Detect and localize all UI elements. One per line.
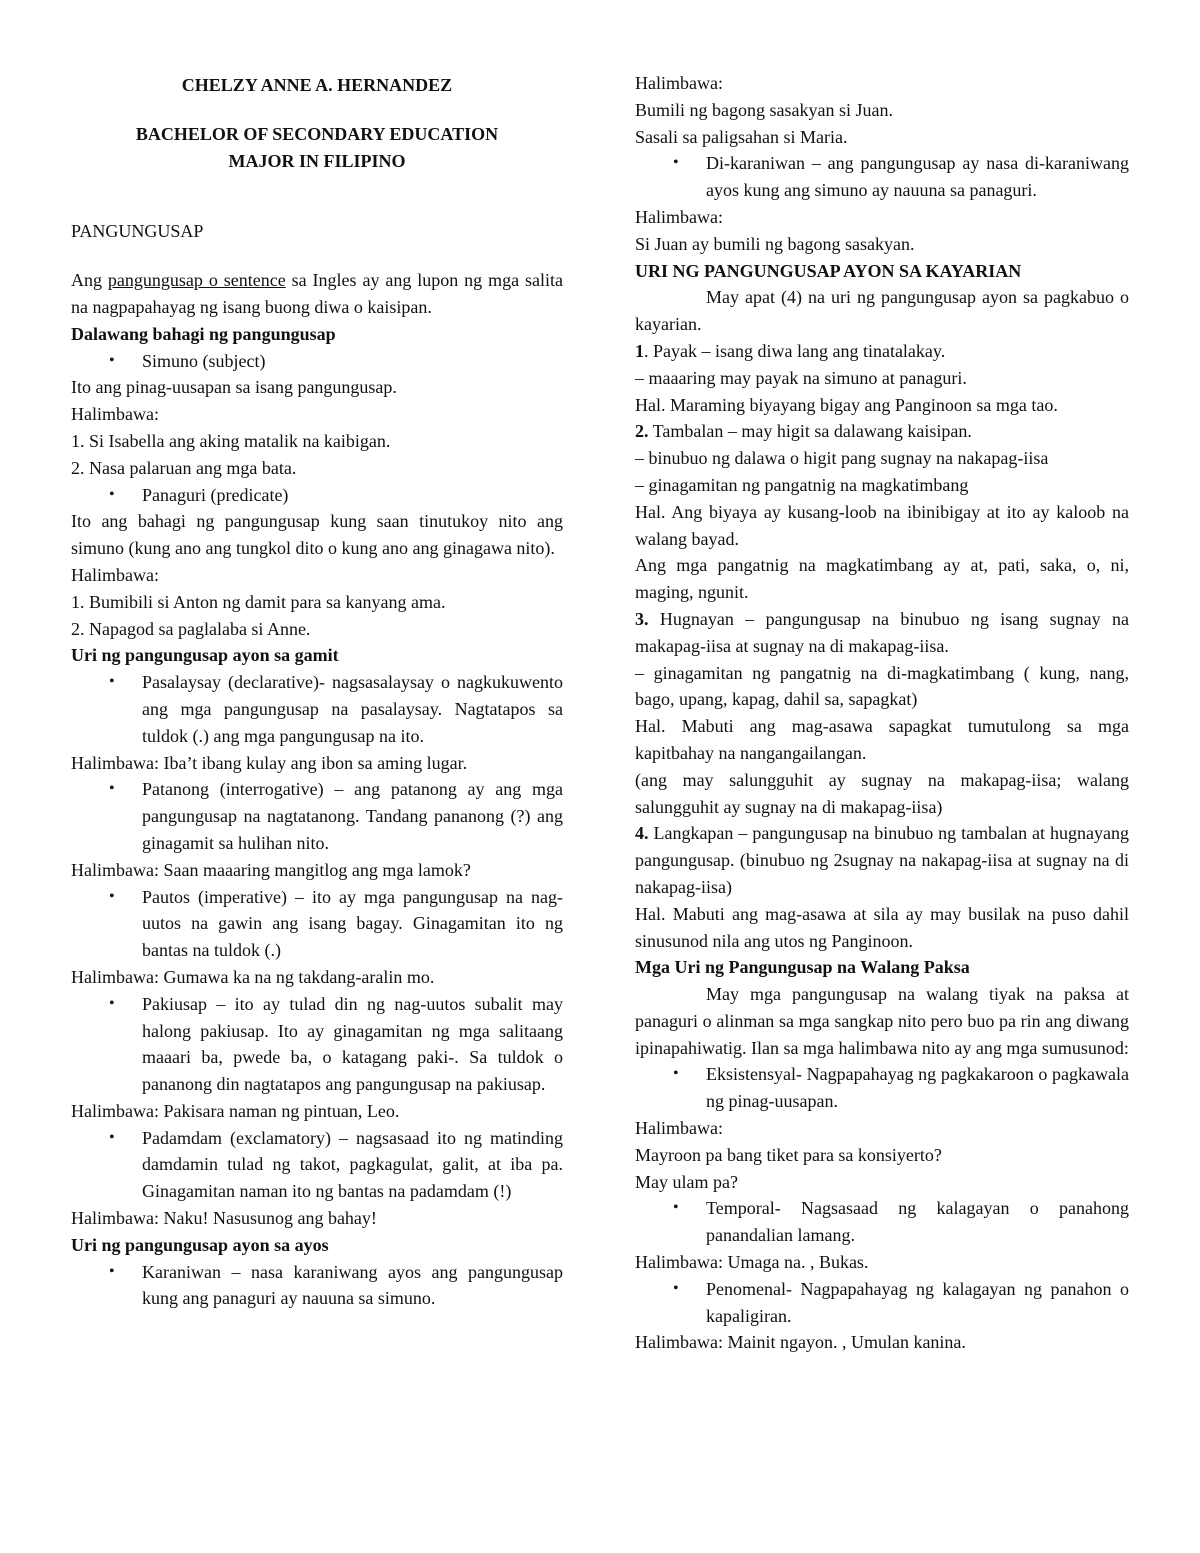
langkapan-item bbox=[635, 820, 1129, 900]
patanong-text: Patanong (interrogative) – ang patanong ay ang mga pangungusap na nagtatanong. Tandang pananong (?) ang ginagamit sa hulihan nito. bbox=[142, 779, 563, 853]
pasalaysay-example: Halimbawa: Iba’t ibang kulay ang ibon sa aming lugar. bbox=[71, 752, 468, 773]
hugnayan-number: 3. bbox=[635, 608, 649, 629]
bullet-icon: • bbox=[109, 1128, 115, 1146]
patanong-bullet bbox=[71, 776, 563, 856]
halimbawa-label: Halimbawa: bbox=[635, 206, 723, 227]
hugnayan-text: Hugnayan – pangungusap na binubuo ng isang sugnay na makapag-iisa at sugnay na di makapag-iisa. bbox=[635, 608, 1129, 656]
intro-paragraph bbox=[71, 267, 563, 321]
walang-paksa-intro: May mga pangungusap na walang tiyak na paksa at panaguri o alinman sa mga sangkap nito pero buo pa rin ang diwang ipinapahiwatig. Ilan sa mga halimbawa nito ay ang mga sumusunod: bbox=[635, 984, 1129, 1058]
bullet-icon: • bbox=[673, 1279, 679, 1297]
langkapan-number: 4. bbox=[635, 823, 649, 844]
dikaraniwan-example: Si Juan ay bumili ng bagong sasakyan. bbox=[635, 233, 915, 254]
penomenal-text: Penomenal- Nagpapahayag ng kalagayan ng panahon o kapaligiran. bbox=[706, 1278, 1129, 1326]
panaguri-desc: Ito ang bahagi ng pangungusap kung saan tinutukoy nito ang simuno (kung ano ang tungkol dito o kung ano ang ginagawa nito). bbox=[71, 511, 563, 559]
intro-underlined: pangungusap o sentence bbox=[107, 270, 286, 291]
langkapan-hal: Hal. Mabuti ang mag-asawa at sila ay may busilak na puso dahil sinusunod nila ang utos ng Panginoon. bbox=[635, 903, 1129, 951]
left-column bbox=[71, 72, 563, 1312]
panaguri-bullet-text: Panaguri (predicate) bbox=[142, 484, 289, 505]
bullet-icon: • bbox=[673, 1199, 679, 1217]
payak-hal: Hal. Maraming biyayang bigay ang Panginoon sa mga tao. bbox=[635, 394, 1058, 415]
bullet-icon: • bbox=[109, 1262, 115, 1280]
bullet-icon: • bbox=[109, 673, 115, 691]
tambalan-note-1: – binubuo ng dalawa o higit pang sugnay na nakapag-iisa bbox=[635, 448, 1049, 469]
tambalan-pangatnig: Ang mga pangatnig na magkatimbang ay at, pati, saka, o, ni, maging, ngunit. bbox=[635, 555, 1129, 603]
temporal-text: Temporal- Nagsasaad ng kalagayan o panahong panandalian lamang. bbox=[706, 1198, 1129, 1246]
karaniwan-example-2: Sasali sa paligsahan si Maria. bbox=[635, 126, 848, 147]
simuno-desc: Ito ang pinag-uusapan sa isang pangungusap. bbox=[71, 377, 397, 398]
padamdam-bullet bbox=[71, 1125, 563, 1205]
ayos-heading: Uri ng pangungusap ayon sa ayos bbox=[71, 1234, 329, 1255]
patanong-example: Halimbawa: Saan maaaring mangitlog ang mga lamok? bbox=[71, 859, 471, 880]
karaniwan-example-1: Bumili ng bagong sasakyan si Juan. bbox=[635, 99, 893, 120]
tambalan-text: Tambalan – may higit sa dalawang kaisipan. bbox=[648, 421, 972, 442]
pasalaysay-bullet bbox=[71, 669, 563, 749]
dikaraniwan-text: Di-karaniwan – ang pangungusap ay nasa di-karaniwang ayos kung ang simuno ay nauuna sa panaguri. bbox=[706, 153, 1129, 201]
tambalan-number: 2. bbox=[635, 421, 649, 442]
langkapan-text: Langkapan – pangungusap na binubuo ng tambalan at hugnayang pangungusap. (binubuo ng 2sugnay na nakapag-iisa at sugnay na di nakapag-iisa) bbox=[635, 823, 1129, 897]
gamit-heading: Uri ng pangungusap ayon sa gamit bbox=[71, 645, 339, 666]
section-title: PANGUNGUSAP bbox=[71, 221, 204, 242]
simuno-bullet bbox=[71, 348, 563, 375]
simuno-example-1: 1. Si Isabella ang aking matalik na kaibigan. bbox=[71, 430, 391, 451]
padamdam-example: Halimbawa: Naku! Nasusunog ang bahay! bbox=[71, 1208, 377, 1229]
hugnayan-item bbox=[635, 606, 1129, 660]
penomenal-bullet bbox=[635, 1276, 1129, 1330]
panaguri-example-1: 1. Bumibili si Anton ng damit para sa kanyang ama. bbox=[71, 591, 446, 612]
tambalan-hal: Hal. Ang biyaya ay kusang-loob na ibinibigay at ito ay kaloob na walang bayad. bbox=[635, 501, 1129, 549]
bullet-icon: • bbox=[109, 994, 115, 1012]
halimbawa-label: Halimbawa: bbox=[635, 1118, 723, 1139]
payak-text: . Payak – isang diwa lang ang tinatalakay. bbox=[644, 340, 946, 361]
dikaraniwan-bullet bbox=[635, 150, 1129, 204]
karaniwan-text: Karaniwan – nasa karaniwang ayos ang pangungusap kung ang panaguri ay nauuna sa simuno. bbox=[142, 1261, 563, 1309]
panaguri-bullet bbox=[71, 482, 563, 509]
panaguri-example-2: 2. Napagod sa paglalaba si Anne. bbox=[71, 618, 311, 639]
temporal-bullet bbox=[635, 1195, 1129, 1249]
intro-pre: Ang bbox=[71, 270, 108, 291]
temporal-example: Halimbawa: Umaga na. , Bukas. bbox=[635, 1252, 869, 1273]
kayarian-heading: URI NG PANGUNGUSAP AYON SA KAYARIAN bbox=[635, 260, 1022, 281]
eksistensyal-bullet bbox=[635, 1061, 1129, 1115]
pautos-example: Halimbawa: Gumawa ka na ng takdang-aralin mo. bbox=[71, 966, 435, 987]
penomenal-example: Halimbawa: Mainit ngayon. , Umulan kanina. bbox=[635, 1332, 966, 1353]
bullet-icon: • bbox=[109, 351, 115, 369]
pautos-bullet bbox=[71, 884, 563, 964]
bullet-icon: • bbox=[109, 780, 115, 798]
eksistensyal-example-1: Mayroon pa bang tiket para sa konsiyerto? bbox=[635, 1144, 942, 1165]
kayarian-intro: May apat (4) na uri ng pangungusap ayon sa pagkabuo o kayarian. bbox=[635, 287, 1129, 335]
simuno-example-2: 2. Nasa palaruan ang mga bata. bbox=[71, 457, 297, 478]
right-column bbox=[635, 70, 1129, 1356]
author-name: CHELZY ANNE A. HERNANDEZ bbox=[181, 75, 453, 95]
pakiusap-example: Halimbawa: Pakisara naman ng pintuan, Leo. bbox=[71, 1100, 400, 1121]
bullet-icon: • bbox=[673, 1065, 679, 1083]
payak-number: 1 bbox=[635, 340, 644, 361]
tambalan-item bbox=[635, 418, 1129, 445]
hugnayan-note: – ginagamitan ng pangatnig na di-magkatimbang ( kung, nang, bago, upang, kapag, dahil sa, sapagkat) bbox=[635, 662, 1129, 710]
padamdam-text: Padamdam (exclamatory) – nagsasaad ito ng matinding damdamin tulad ng takot, pagkagulat, galit, at iba pa. Ginagamitan naman ito ng bantas na padamdam (!) bbox=[142, 1127, 563, 1202]
pautos-text: Pautos (imperative) – ito ay mga pangungusap na nag-uutos na gawin ang isang bagay. Ginagamitan ito ng bantas na tuldok (.) bbox=[142, 886, 563, 961]
pakiusap-bullet bbox=[71, 991, 563, 1098]
parts-heading: Dalawang bahagi ng pangungusap bbox=[71, 323, 336, 344]
bullet-icon: • bbox=[673, 154, 679, 172]
tambalan-note-2: – ginagamitan ng pangatnig na magkatimbang bbox=[635, 474, 969, 495]
halimbawa-label: Halimbawa: bbox=[71, 404, 159, 425]
intro-post: sa Ingles ay ang lupon ng mga salita na nagpapahayag ng isang buong diwa o kaisipan. bbox=[71, 270, 563, 317]
halimbawa-label: Halimbawa: bbox=[635, 73, 723, 93]
hugnayan-hal: Hal. Mabuti ang mag-asawa sapagkat tumutulong sa mga kapitbahay na nangangailangan. bbox=[635, 716, 1129, 763]
halimbawa-label: Halimbawa: bbox=[71, 564, 159, 585]
program-line-2: MAJOR IN FILIPINO bbox=[228, 150, 406, 171]
bullet-icon: • bbox=[109, 485, 115, 503]
hugnayan-paren: (ang may salungguhit ay sugnay na makapag-iisa; walang salungguhit ay sugnay na di makapag-iisa) bbox=[635, 769, 1129, 817]
simuno-bullet-text: Simuno (subject) bbox=[142, 350, 266, 371]
payak-item bbox=[635, 338, 1129, 365]
bullet-icon: • bbox=[109, 887, 115, 905]
walang-paksa-heading: Mga Uri ng Pangungusap na Walang Paksa bbox=[635, 957, 970, 978]
pakiusap-text: Pakiusap – ito ay tulad din ng nag-uutos subalit may halong pakiusap. Ito ay ginagamitan ng mga salitaang maaari ba, pwede ba, o katagang paki-. Sa tuldok o pananong din nagtatapos ang pangungusap na pakiusap. bbox=[142, 993, 563, 1095]
eksistensyal-text: Eksistensyal- Nagpapahayag ng pagkakaroon o pagkawala ng pinag-uusapan. bbox=[706, 1064, 1129, 1112]
eksistensyal-example-2: May ulam pa? bbox=[635, 1171, 738, 1192]
karaniwan-bullet bbox=[71, 1259, 563, 1313]
pasalaysay-text: Pasalaysay (declarative)- nagsasalaysay o nagkukuwento ang mga pangungusap na pasalaysay. Nagtatapos sa tuldok (.) ang mga pangungusap na ito. bbox=[142, 672, 563, 746]
program-line-1: BACHELOR OF SECONDARY EDUCATION bbox=[135, 123, 499, 144]
payak-note: – maaaring may payak na simuno at panaguri. bbox=[635, 367, 967, 388]
